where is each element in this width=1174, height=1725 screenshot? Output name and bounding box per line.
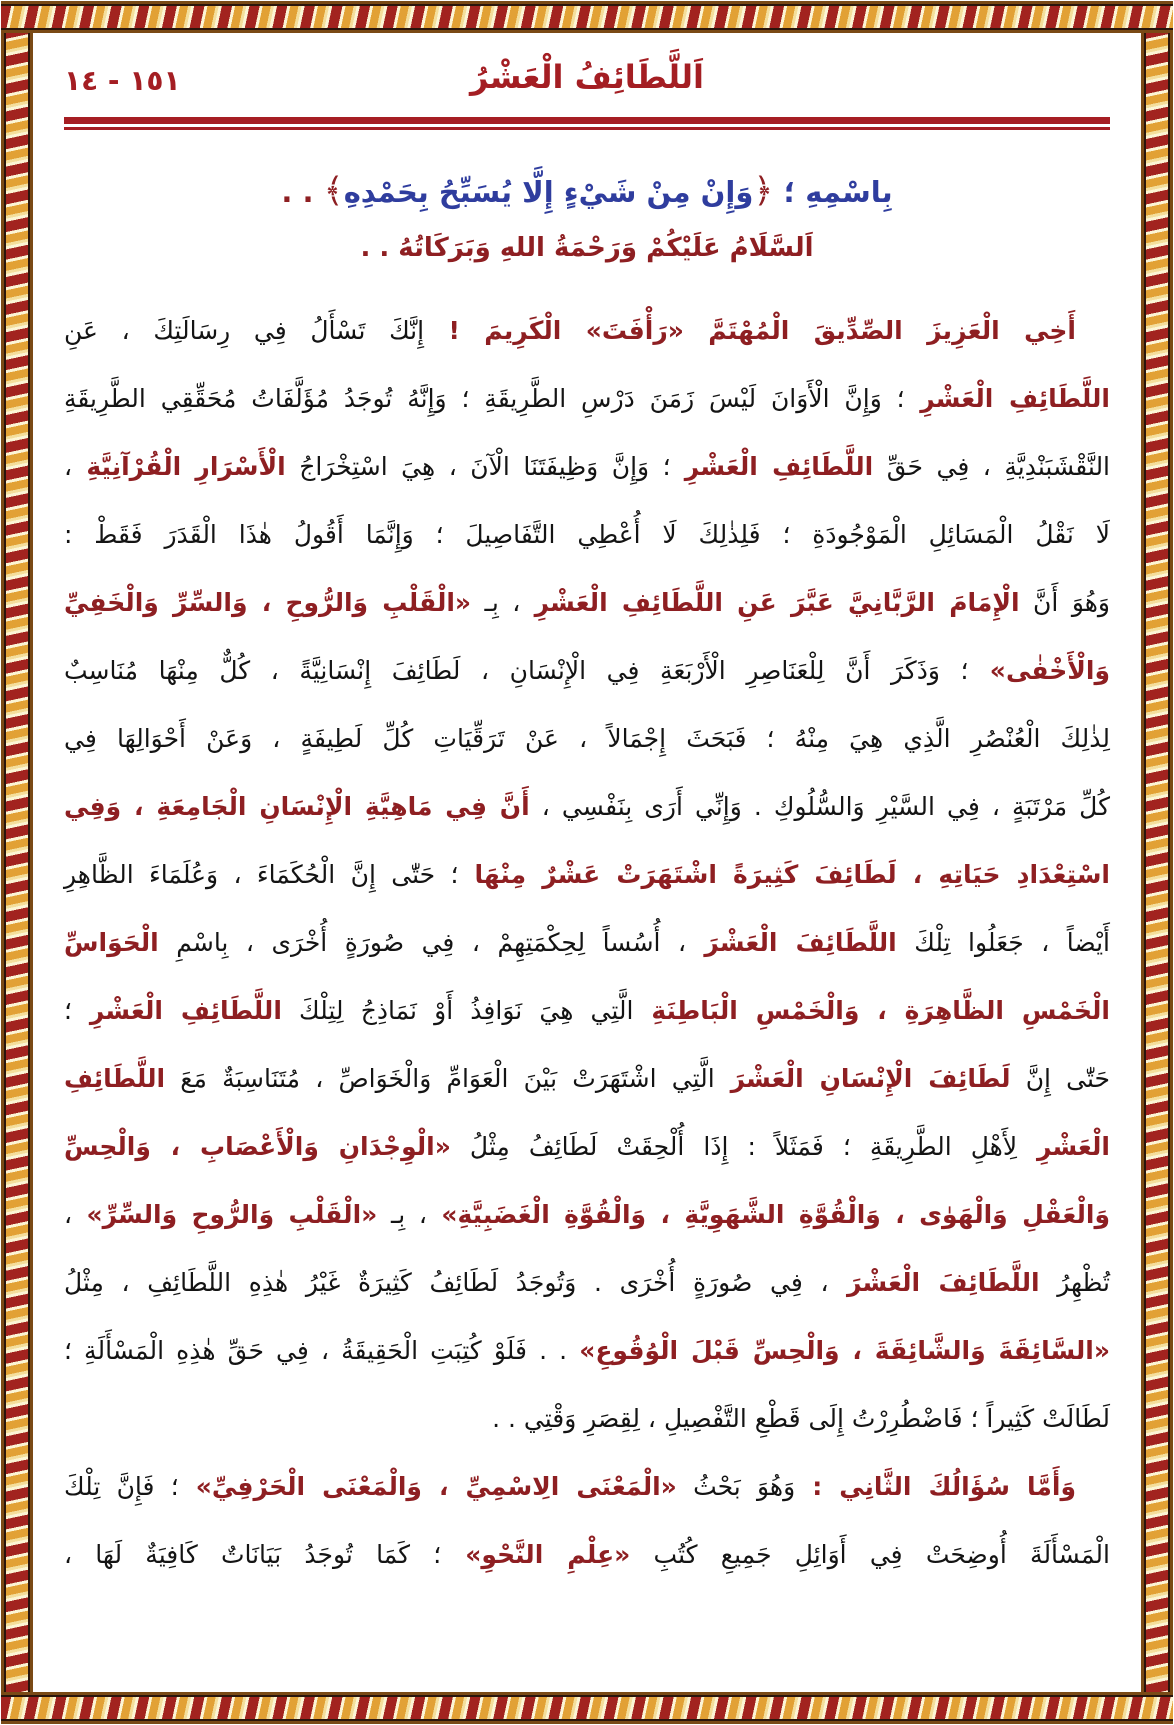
text-run-black: . . فَلَوْ كُتِبَتِ الْحَقِيقَةُ ، فِي حَقِّ هٰذِهِ الْمَسْأَلَةِ ؛ — [64, 1336, 580, 1365]
text-run-black: النَّقْشَبَنْدِيَّةِ ، فِي حَقِّ — [873, 452, 1111, 481]
text-run-maroon: «السَّائِقَةَ وَالشَّائِقَةَ ، وَالْحِسِّ قَبْلَ الْوُقُوعِ» — [579, 1336, 1110, 1365]
ornamental-border-right — [1141, 1, 1173, 1724]
body-line — [64, 433, 1110, 501]
text-run-black: تُظْهِرُ — [1039, 1268, 1111, 1297]
text-run-maroon: «عِلْمِ النَّحْوِ» — [441, 1540, 631, 1569]
body-line — [64, 1385, 1110, 1453]
text-run-black: ، فِي صُورَةٍ أُخْرَى . وَتُوجَدُ لَطَائِفُ كَثِيرَةٌ غَيْرُ هٰذِهِ اللَّطَائِفِ ، مِثْلُ — [64, 1268, 829, 1297]
text-run-blue: وَإِنْ مِنْ شَيْءٍ إِلَّا يُسَبِّحُ بِحَمْدِهِ — [343, 175, 754, 209]
text-run-maroon: «الْقَلْبِ وَالرُّوحِ ، وَالسِّرِّ وَالْخَفِيِّ — [64, 588, 472, 617]
ornamental-border-left — [1, 1, 33, 1724]
text-run-blue: بِاسْمِهِ ؛ — [773, 175, 893, 209]
body-line — [64, 1045, 1110, 1113]
body-line — [64, 1317, 1110, 1385]
text-run-black: الْمَسْأَلَةَ أُوضِحَتْ فِي أَوَائِلِ جَمِيعِ كُتُبِ — [630, 1540, 1110, 1569]
text-run-maroon: . . — [281, 175, 324, 209]
text-run-black: ، — [64, 452, 73, 481]
text-run-black: وَهُوَ أَنَّ — [1019, 588, 1110, 617]
text-run-black: الَّتِي هِيَ نَوَافِذُ أَوْ نَمَاذِجُ لِتِلْكَ — [281, 996, 634, 1025]
text-run-black: كُلِّ مَرْتَبَةٍ ، فِي السَّيْرِ وَالسُّلُوكِ . وَإِنِّي أَرَى بِنَفْسِي ، — [529, 792, 1110, 821]
text-run-maroon: الْإِمَامَ الرَّبَّانِيَّ عَبَّرَ عَنِ اللَّطَائِفِ الْعَشْرِ — [520, 588, 1020, 617]
text-run-maroon: «الْوِجْدَانِ وَالْأَعْصَابِ ، وَالْحِسِّ — [64, 1132, 451, 1161]
text-run-black: وَهُوَ بَحْثُ — [676, 1472, 796, 1501]
text-run-maroon: اللَّطَائِفِ الْعَشْرِ — [904, 384, 1111, 413]
text-run-maroon: الْحَوَاسِّ — [64, 928, 159, 957]
body-line — [64, 501, 1110, 569]
salutation-line: اَلسَّلَامُ عَلَيْكُمْ وَرَحْمَةُ اللهِ وَبَرَكَاتُهُ . . — [360, 233, 814, 263]
text-run-maroon: اللَّطَائِفَ الْعَشْرَ — [828, 1268, 1040, 1297]
text-run-black: ، أُسُساً لِحِكْمَتِهِمْ ، فِي صُورَةٍ أُخْرَى ، بِاسْمِ — [158, 928, 687, 957]
body-line — [64, 1249, 1110, 1317]
body-line — [64, 637, 1110, 705]
text-run-maroon: أَخِي الْعَزِيزَ الصِّدِّيقَ الْمُهْتَمَّ «رَأْفَتَ» الْكَرِيمَ ! — [424, 316, 1076, 345]
text-run-black: ؛ حَتّٰى إِنَّ الْحُكَمَاءَ ، وَعُلَمَاءَ الظَّاهِرِ — [64, 860, 459, 889]
ornamental-border-bottom — [1, 1692, 1173, 1724]
header-double-rule — [64, 117, 1110, 130]
border-chain-pattern — [1144, 1, 1170, 1724]
body-line — [64, 1521, 1110, 1589]
text-run-maroon: «الْمَعْنَى الِاسْمِيِّ ، وَالْمَعْنَى الْحَرْفِيِّ» — [178, 1472, 677, 1501]
body-line — [64, 773, 1110, 841]
body-line — [64, 365, 1110, 433]
page-content — [34, 34, 1140, 1691]
page-number: ١٥١ - ١٤ — [64, 64, 181, 97]
text-run-maroon: الْأَسْرَارِ الْقُرْآنِيَّةِ — [72, 452, 286, 481]
text-run-maroon: لَطَائِفَ الْإِنْسَانِ الْعَشْرَ — [714, 1064, 1011, 1093]
text-run-black: ؛ فَإِنَّ تِلْكَ — [64, 1472, 179, 1501]
text-run-black: حَتّٰى إِنَّ — [1010, 1064, 1110, 1093]
text-run-maroon: اللَّطَائِفَ الْعَشْرَ — [686, 928, 897, 957]
text-run-black: ، بِـ — [377, 1200, 427, 1229]
text-run-black: إِنَّكَ تَسْأَلُ فِي رِسَالَتِكَ ، عَنِ — [64, 316, 425, 345]
text-run-maroon: وَأَمَّا سُؤَالُكَ الثَّانِي : — [795, 1472, 1076, 1501]
text-run-maroon: وَالْأَخْفٰى» — [968, 656, 1110, 685]
page-header — [64, 56, 1110, 110]
text-run-black: ، بِـ — [471, 588, 521, 617]
body-line — [64, 909, 1110, 977]
text-run-maroon: اللَّطَائِفِ — [64, 1064, 166, 1093]
body-line — [64, 569, 1110, 637]
border-chain-pattern — [1, 1695, 1173, 1721]
text-run-maroon: اللَّطَائِفِ الْعَشْرِ — [71, 996, 282, 1025]
body-text — [64, 297, 1110, 1589]
body-line — [64, 705, 1110, 773]
body-line — [64, 297, 1110, 365]
body-line — [64, 977, 1110, 1045]
text-run-black: ؛ وَإِنَّ الْأَوَانَ لَيْسَ زَمَنَ دَرْسِ الطَّرِيقَةِ ؛ وَإِنَّهُ تُوجَدُ مُؤَلَّفَاتُ مُحَقِّقِي الطَّرِيقَةِ — [64, 384, 905, 413]
body-line — [64, 1453, 1110, 1521]
text-run-maroon: اسْتِعْدَادِ حَيَاتِهِ ، لَطَائِفَ كَثِيرَةً اشْتَهَرَتْ عَشْرٌ مِنْهَا — [458, 860, 1110, 889]
text-run-maroon: الْخَمْسِ الظَّاهِرَةِ ، وَالْخَمْسِ الْبَاطِنَةِ — [633, 996, 1110, 1025]
text-run-black: ؛ وَذَكَرَ أَنَّ لِلْعَنَاصِرِ الْأَرْبَعَةِ فِي الْإِنْسَانِ ، لَطَائِفَ إِنْسَانِيَّةً ، كُلٌّ مِنْهَا مُنَاسِبٌ — [64, 656, 969, 685]
body-line — [64, 1181, 1110, 1249]
text-run-black: أَيْضاً ، جَعَلُوا تِلْكَ — [896, 928, 1110, 957]
text-run-maroon: أَنَّ فِي مَاهِيَّةِ الْإِنْسَانِ الْجَامِعَةِ ، وَفِي — [64, 792, 530, 821]
ornamental-border-top — [1, 1, 1173, 33]
text-run-black: ؛ وَإِنَّ وَظِيفَتَنَا الْآنَ ، هِيَ اسْتِخْرَاجُ — [285, 452, 671, 481]
text-run-maroon: اللَّطَائِفِ الْعَشْرِ — [670, 452, 874, 481]
text-run-maroon: «الْقَلْبِ وَالرُّوحِ وَالسِّرِّ» — [72, 1200, 378, 1229]
body-line — [64, 1113, 1110, 1181]
text-run-black: لِذٰلِكَ الْعُنْصُرِ الَّذِي هِيَ مِنْهُ ؛ فَبَحَثَ إِجْمَالاً ، عَنْ تَرَقِّيَاتِ كُلِّ لَطِيفَةٍ ، وَعَنْ أَحْوَالِهَا فِي — [64, 724, 1110, 753]
body-line — [64, 841, 1110, 909]
text-run-black: لِأَهْلِ الطَّرِيقَةِ ؛ فَمَثَلاً : إِذَا أُلْحِقَتْ لَطَائِفُ مِثْلُ — [450, 1132, 1018, 1161]
text-run-maroon: الْعَشْرِ — [1017, 1132, 1111, 1161]
border-chain-pattern — [1, 4, 1173, 30]
verse-line — [64, 168, 1110, 215]
text-run-black: الَّتِي اشْتَهَرَتْ بَيْنَ الْعَوَامِّ وَالْخَوَاصِّ ، مُتَنَاسِبَةٌ مَعَ — [165, 1064, 715, 1093]
text-run-black: ، — [64, 1200, 73, 1229]
page-title: اَللَّطَائِفُ الْعَشْرُ — [469, 58, 704, 96]
text-run-black: ؛ كَمَا تُوجَدُ بَيَانَاتٌ كَافِيَةٌ لَهَا ، — [64, 1540, 442, 1569]
text-run-black: ؛ — [64, 996, 72, 1025]
text-run-maroon: وَالْعَقْلِ وَالْهَوٰى ، وَالْقُوَّةِ الشَّهَوِيَّةِ ، وَالْقُوَّةِ الْغَضَبِيَّةِ» — [426, 1200, 1111, 1229]
border-chain-pattern — [4, 1, 30, 1724]
text-run-red-bracket: ﴿ — [753, 171, 774, 211]
text-run-black: لَا نَقْلُ الْمَسَائِلِ الْمَوْجُودَةِ ؛ فَلِذٰلِكَ لَا أُعْطِي التَّفَاصِيلَ ؛ وَإِنَّمَا أَقُولُ هٰذَا الْقَدَرَ فَقَطْ : — [64, 520, 1110, 549]
text-run-red-bracket: ﴾ — [323, 171, 344, 211]
text-run-black: لَطَالَتْ كَثِيراً ؛ فَاضْطُرِرْتُ إِلَى قَطْعِ التَّفْصِيلِ ، لِقِصَرِ وَقْتِي . . — [492, 1404, 1110, 1433]
